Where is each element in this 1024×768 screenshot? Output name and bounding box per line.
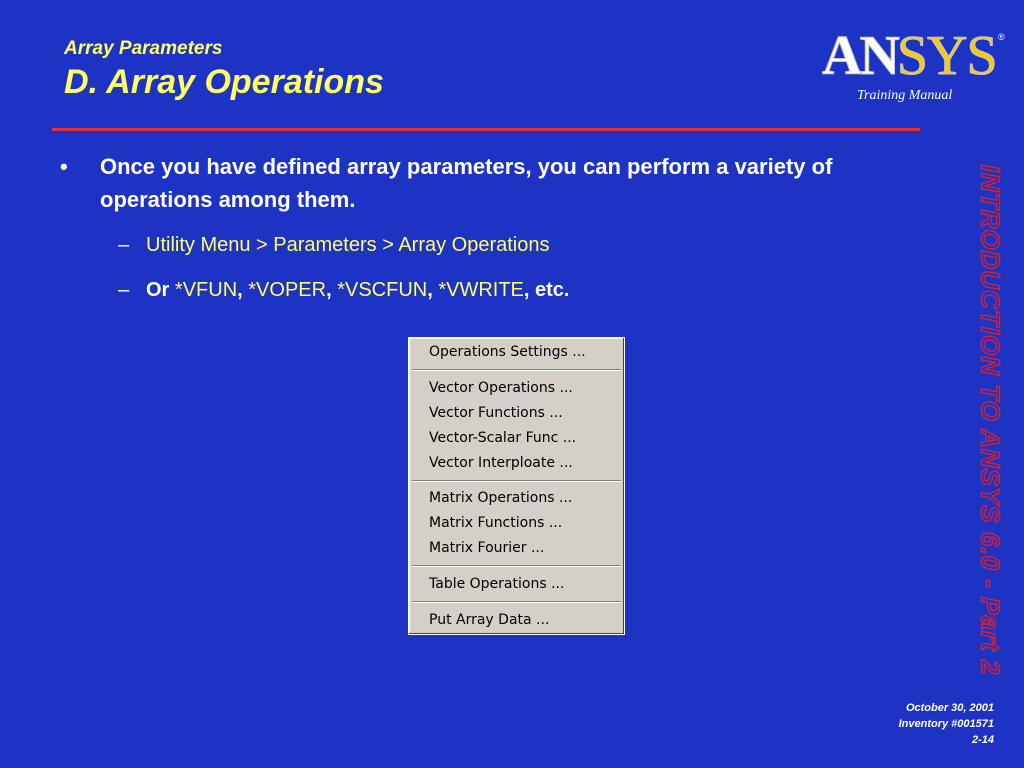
footer-date: October 30, 2001 [905, 702, 994, 714]
comma: , [237, 279, 243, 301]
menu-item-table-operations[interactable]: Table Operations ... [429, 576, 565, 592]
menu-item-put-array-data[interactable]: Put Array Data ... [429, 612, 550, 628]
logo-part-sys: SYS [896, 25, 997, 87]
training-manual-label: Training Manual [857, 88, 953, 103]
ansys-logo [822, 25, 1012, 87]
menu-item-matrix-operations[interactable]: Matrix Operations ... [429, 490, 573, 506]
logo-part-an: AN [822, 25, 897, 87]
command-vscfun: *VSCFUN [337, 279, 428, 301]
command-vwrite: *VWRITE [438, 279, 524, 301]
menu-item-matrix-functions[interactable]: Matrix Functions ... [429, 515, 563, 531]
menu-path-text: Utility Menu > Parameters > Array Operations [146, 234, 550, 256]
commands-text [146, 277, 569, 303]
sub-dash: – [118, 234, 130, 256]
sub-dash: – [118, 279, 130, 301]
header-divider [52, 128, 920, 131]
footer-page-number: 2-14 [971, 734, 994, 746]
menu-item-operations-settings[interactable]: Operations Settings ... [429, 344, 586, 360]
command-voper: *VOPER [248, 279, 327, 301]
slide-footer [899, 700, 994, 748]
comma: , [427, 279, 433, 301]
footer-inventory: Inventory #001571 [898, 718, 994, 730]
array-operations-menu [408, 337, 625, 635]
comma: , [326, 279, 332, 301]
or-label: Or [146, 279, 170, 301]
registered-mark: ® [998, 32, 1005, 42]
slide-title: D. Array Operations [64, 63, 384, 101]
section-subtitle: Array Parameters [64, 38, 223, 59]
menu-separator [412, 601, 621, 603]
menu-item-matrix-fourier[interactable]: Matrix Fourier ... [429, 540, 545, 556]
slide-header [64, 38, 384, 102]
menu-separator [412, 480, 621, 482]
logo-wordmark [822, 25, 997, 87]
course-title-vertical: INTRODUCTION TO ANSYS 6.0 - Part 2 [975, 164, 1006, 676]
bullet-text: Once you have defined array parameters, you can perform a variety of operations among them. [100, 154, 833, 212]
menu-separator [412, 369, 621, 371]
command-vfun: *VFUN [174, 279, 238, 301]
menu-item-vector-scalar-func[interactable]: Vector-Scalar Func ... [429, 430, 577, 446]
menu-separator [412, 565, 621, 567]
course-side-banner [960, 140, 1020, 700]
menu-item-vector-operations[interactable]: Vector Operations ... [429, 380, 573, 396]
bullet-marker: • [60, 154, 68, 179]
menu-item-vector-functions[interactable]: Vector Functions ... [429, 405, 563, 421]
menu-item-vector-interpolate[interactable]: Vector Interploate ... [429, 455, 573, 471]
etc-label: , etc. [523, 279, 570, 301]
